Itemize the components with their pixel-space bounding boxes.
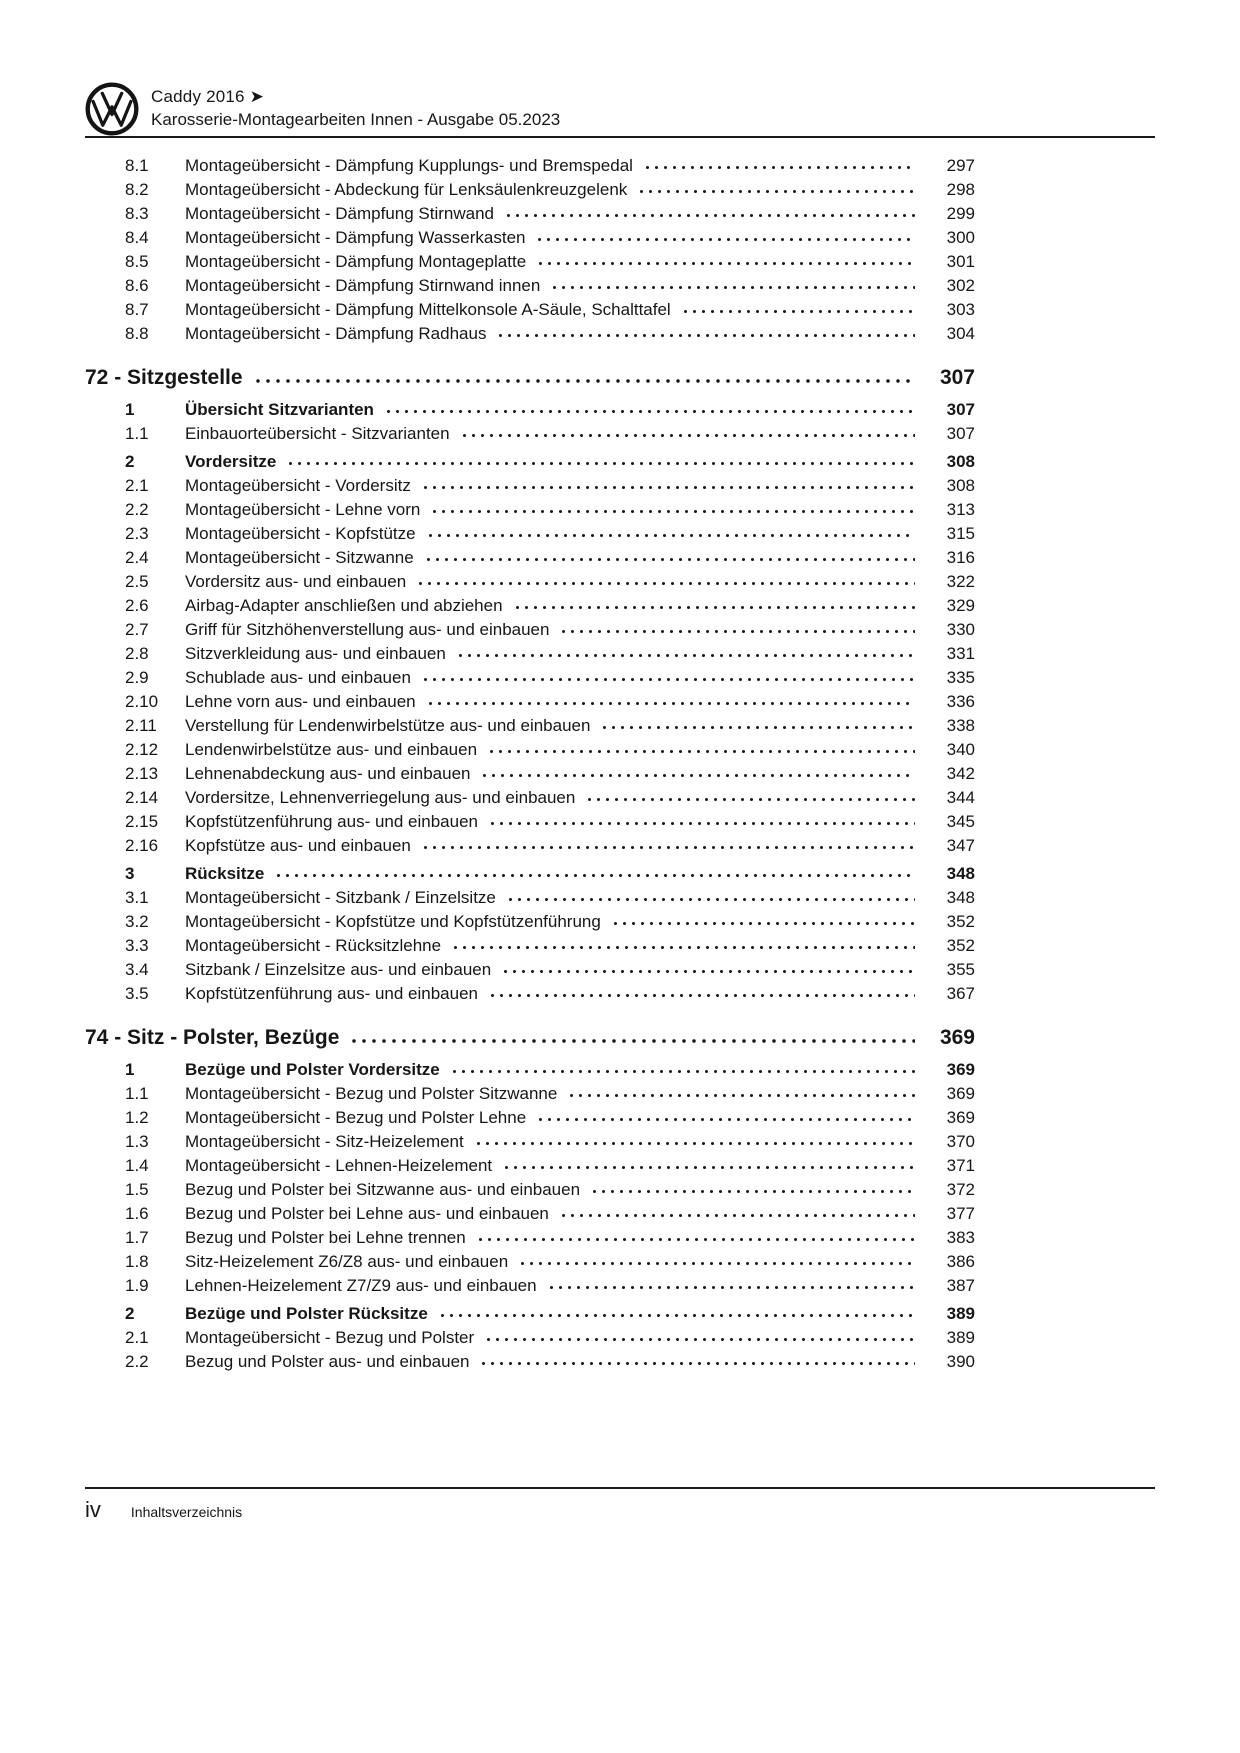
toc-entry-title: Sitzbank / Einzelsitze aus- und einbauen — [185, 960, 492, 979]
toc-entry-title: Montageübersicht - Dämpfung Wasserkasten — [185, 228, 526, 247]
toc-entry-number: 1 — [125, 400, 135, 419]
toc-entry-page: 308 — [946, 452, 975, 471]
dot-leader — [384, 398, 915, 422]
toc-entry[interactable] — [85, 498, 975, 522]
toc-entry-number: 1.1 — [125, 424, 149, 443]
toc-entry-page: 307 — [946, 400, 975, 419]
toc-entry-number: 8.1 — [125, 156, 149, 175]
toc-entry[interactable] — [85, 250, 975, 274]
header-rule — [85, 136, 1155, 138]
toc-entry-page: 367 — [946, 984, 975, 1003]
dot-leader — [611, 910, 915, 934]
toc-entry[interactable] — [85, 362, 975, 394]
toc-entry-title: Montageübersicht - Sitzbank / Einzelsitze — [185, 888, 496, 907]
toc-entry-number: 1 — [125, 1060, 135, 1079]
dot-leader — [426, 690, 915, 714]
toc-entry[interactable] — [85, 1082, 975, 1106]
toc-entry-page: 338 — [946, 716, 975, 735]
dot-leader — [504, 202, 915, 226]
toc-entry-page: 369 — [946, 1060, 975, 1079]
toc-entry-number: 1.7 — [125, 1228, 149, 1247]
brand-title: Caddy 2016 ➤ — [151, 87, 265, 106]
dot-leader — [567, 1082, 915, 1106]
toc-entry-title: Kopfstützenführung aus- und einbauen — [185, 812, 479, 831]
toc-entry-page: 369 — [946, 1108, 975, 1127]
dot-leader — [474, 1130, 915, 1154]
toc-entry-number: 2.15 — [125, 812, 159, 831]
toc-entry-number: 2.6 — [125, 596, 149, 615]
dot-leader — [421, 834, 915, 858]
toc-entry-number: 2.4 — [125, 548, 149, 567]
toc-entry[interactable] — [85, 322, 975, 346]
dot-leader — [550, 274, 915, 298]
table-of-contents — [85, 154, 975, 1374]
toc-entry[interactable] — [85, 422, 975, 446]
toc-entry-page: 331 — [946, 644, 975, 663]
toc-entry-title: Montageübersicht - Kopfstütze und Kopfstützenführung — [185, 912, 601, 931]
toc-entry-title: Montageübersicht - Dämpfung Stirnwand — [185, 204, 494, 223]
toc-entry-page: 369 — [946, 1084, 975, 1103]
toc-entry-page: 330 — [946, 620, 975, 639]
dot-leader — [600, 714, 915, 738]
toc-entry-number: 2.16 — [125, 836, 159, 855]
toc-entry-number: 8.7 — [125, 300, 149, 319]
toc-entry[interactable] — [85, 594, 975, 618]
toc-entry-number: 8.6 — [125, 276, 149, 295]
toc-entry-title: Montageübersicht - Dämpfung Kupplungs- und Bremspedal — [185, 156, 633, 175]
toc-entry[interactable] — [85, 154, 975, 178]
dot-leader — [253, 362, 915, 394]
toc-entry[interactable] — [85, 762, 975, 786]
dot-leader — [450, 1058, 915, 1082]
toc-entry-number: 2.13 — [125, 764, 159, 783]
toc-entry[interactable] — [85, 1130, 975, 1154]
toc-entry[interactable] — [85, 1302, 975, 1326]
toc-entry[interactable] — [85, 178, 975, 202]
toc-entry-number: 3.5 — [125, 984, 149, 1003]
toc-entry-number: 2.2 — [125, 1352, 149, 1371]
toc-entry-title: Montageübersicht - Lehnen-Heizelement — [185, 1156, 493, 1175]
toc-entry-title: Lehne vorn aus- und einbauen — [185, 692, 416, 711]
toc-entry-title: Montageübersicht - Bezug und Polster Sitzwanne — [185, 1084, 558, 1103]
toc-entry-page: 304 — [946, 324, 975, 343]
toc-entry[interactable] — [85, 1326, 975, 1350]
toc-entry[interactable] — [85, 910, 975, 934]
footer-rule — [85, 1487, 1155, 1489]
toc-entry-number: 1.3 — [125, 1132, 149, 1151]
toc-entry-title: Montageübersicht - Dämpfung Radhaus — [185, 324, 487, 343]
toc-entry-title: Bezug und Polster aus- und einbauen — [185, 1352, 470, 1371]
dot-leader — [518, 1250, 915, 1274]
dot-leader — [643, 154, 915, 178]
toc-entry-number: 2.7 — [125, 620, 149, 639]
toc-entry-page: 342 — [946, 764, 975, 783]
toc-entry-number: 2.14 — [125, 788, 159, 807]
toc-entry-title: Montageübersicht - Bezug und Polster — [185, 1328, 475, 1347]
toc-entry[interactable] — [85, 546, 975, 570]
toc-entry-page: 377 — [946, 1204, 975, 1223]
document-subtitle: Karosserie-Montagearbeiten Innen - Ausgabe 05.2023 — [151, 110, 561, 129]
dot-leader — [421, 666, 915, 690]
footer-page-label: iv — [85, 1497, 101, 1522]
toc-entry-title: Schublade aus- und einbauen — [185, 668, 411, 687]
toc-entry-number: 2.12 — [125, 740, 159, 759]
toc-entry-number: 1.8 — [125, 1252, 149, 1271]
dot-leader — [274, 862, 915, 886]
dot-leader — [424, 546, 915, 570]
dot-leader — [430, 498, 915, 522]
dot-leader — [559, 618, 915, 642]
toc-entry-number: 3.4 — [125, 960, 149, 979]
toc-entry-page: 335 — [946, 668, 975, 687]
toc-entry[interactable] — [85, 1250, 975, 1274]
toc-entry-title: Lehnen-Heizelement Z7/Z9 aus- und einbauen — [185, 1276, 537, 1295]
toc-entry-page: 336 — [946, 692, 975, 711]
toc-entry[interactable] — [85, 1178, 975, 1202]
dot-leader — [536, 250, 915, 274]
toc-entry-number: 8.5 — [125, 252, 149, 271]
dot-leader — [535, 226, 915, 250]
toc-entry[interactable] — [85, 1226, 975, 1250]
toc-entry-number: 8.8 — [125, 324, 149, 343]
toc-entry-page: 329 — [946, 596, 975, 615]
dot-leader — [460, 422, 915, 446]
dot-leader — [416, 570, 915, 594]
toc-entry-page: 386 — [946, 1252, 975, 1271]
toc-entry-page: 389 — [946, 1304, 975, 1323]
toc-entry-page: 371 — [946, 1156, 975, 1175]
toc-entry[interactable] — [85, 1154, 975, 1178]
toc-entry[interactable] — [85, 1274, 975, 1298]
toc-entry-page: 308 — [946, 476, 975, 495]
toc-entry-page: 307 — [939, 366, 975, 389]
toc-entry-page: 301 — [946, 252, 975, 271]
toc-entry-page: 345 — [946, 812, 975, 831]
dot-leader — [513, 594, 915, 618]
toc-entry-page: 313 — [946, 500, 975, 519]
dot-leader — [479, 1350, 915, 1374]
toc-entry-page: 316 — [946, 548, 975, 567]
toc-entry-number: 3 — [125, 864, 135, 883]
toc-entry-title: Verstellung für Lendenwirbelstütze aus- und einbauen — [185, 716, 591, 735]
toc-entry-page: 389 — [946, 1328, 975, 1347]
dot-leader — [426, 522, 915, 546]
toc-entry[interactable] — [85, 982, 975, 1006]
toc-entry[interactable] — [85, 1106, 975, 1130]
toc-entry-title: Montageübersicht - Kopfstütze — [185, 524, 416, 543]
toc-entry[interactable] — [85, 738, 975, 762]
toc-entry-page: 322 — [946, 572, 975, 591]
dot-leader — [421, 474, 915, 498]
dot-leader — [559, 1202, 915, 1226]
toc-entry[interactable] — [85, 274, 975, 298]
toc-entry[interactable] — [85, 298, 975, 322]
toc-entry[interactable] — [85, 618, 975, 642]
page-footer — [85, 1497, 1155, 1523]
toc-entry[interactable] — [85, 690, 975, 714]
dot-leader — [637, 178, 915, 202]
toc-entry[interactable] — [85, 934, 975, 958]
toc-entry-title: Sitz-Heizelement Z6/Z8 aus- und einbauen — [185, 1252, 509, 1271]
toc-entry-title: Bezüge und Polster Rücksitze — [185, 1304, 428, 1323]
toc-entry[interactable] — [85, 714, 975, 738]
dot-leader — [536, 1106, 915, 1130]
dot-leader — [487, 738, 915, 762]
vw-logo-icon — [85, 82, 139, 136]
toc-entry-title: Rücksitze — [185, 864, 265, 883]
toc-entry-title: 74 - Sitz - Polster, Bezüge — [85, 1026, 340, 1049]
dot-leader — [590, 1178, 915, 1202]
dot-leader — [496, 322, 915, 346]
toc-entry-number: 2.2 — [125, 500, 149, 519]
toc-entry-number: 1.6 — [125, 1204, 149, 1223]
toc-entry-title: Montageübersicht - Dämpfung Montageplatte — [185, 252, 527, 271]
dot-leader — [506, 886, 915, 910]
toc-entry[interactable] — [85, 474, 975, 498]
toc-entry-page: 340 — [946, 740, 975, 759]
dot-leader — [547, 1274, 915, 1298]
dot-leader — [476, 1226, 915, 1250]
toc-entry[interactable] — [85, 834, 975, 858]
toc-entry[interactable] — [85, 1350, 975, 1374]
toc-entry-number: 2.1 — [125, 476, 149, 495]
footer-section-label: Inhaltsverzeichnis — [130, 1504, 243, 1520]
toc-entry-number: 1.5 — [125, 1180, 149, 1199]
toc-entry-title: Montageübersicht - Bezug und Polster Lehne — [185, 1108, 527, 1127]
toc-entry-title: Griff für Sitzhöhenverstellung aus- und einbauen — [185, 620, 550, 639]
dot-leader — [480, 762, 915, 786]
toc-entry-number: 3.3 — [125, 936, 149, 955]
toc-entry-title: Montageübersicht - Rücksitzlehne — [185, 936, 442, 955]
toc-entry-number: 1.2 — [125, 1108, 149, 1127]
toc-entry[interactable] — [85, 522, 975, 546]
toc-entry[interactable] — [85, 886, 975, 910]
toc-entry-page: 370 — [946, 1132, 975, 1151]
toc-entry-page: 390 — [946, 1352, 975, 1371]
toc-entry-title: Montageübersicht - Vordersitz — [185, 476, 411, 495]
toc-entry-page: 352 — [946, 936, 975, 955]
dot-leader — [501, 958, 915, 982]
toc-entry[interactable] — [85, 666, 975, 690]
toc-entry-page: 369 — [939, 1026, 975, 1049]
toc-entry-page: 383 — [946, 1228, 975, 1247]
toc-entry-page: 344 — [946, 788, 975, 807]
page-header — [85, 84, 1155, 136]
toc-entry[interactable] — [85, 862, 975, 886]
toc-entry[interactable] — [85, 398, 975, 422]
toc-entry-title: Einbauorteübersicht - Sitzvarianten — [185, 424, 450, 443]
toc-entry-number: 2.1 — [125, 1328, 149, 1347]
toc-entry-title: Montageübersicht - Lehne vorn — [185, 500, 421, 519]
toc-entry[interactable] — [85, 570, 975, 594]
dot-leader — [456, 642, 915, 666]
toc-entry-page: 315 — [946, 524, 975, 543]
dot-leader — [502, 1154, 915, 1178]
toc-entry-page: 348 — [946, 864, 975, 883]
toc-entry-title: Bezüge und Polster Vordersitze — [185, 1060, 440, 1079]
toc-entry-number: 2.8 — [125, 644, 149, 663]
toc-entry-title: Kopfstützenführung aus- und einbauen — [185, 984, 479, 1003]
toc-entry-number: 2.3 — [125, 524, 149, 543]
toc-entry[interactable] — [85, 202, 975, 226]
toc-entry-title: Vordersitz aus- und einbauen — [185, 572, 407, 591]
toc-entry-number: 3.1 — [125, 888, 149, 907]
toc-entry-title: Lehnenabdeckung aus- und einbauen — [185, 764, 471, 783]
toc-entry-number: 2 — [125, 1304, 135, 1323]
toc-entry[interactable] — [85, 1202, 975, 1226]
toc-entry-page: 303 — [946, 300, 975, 319]
toc-entry-page: 355 — [946, 960, 975, 979]
toc-entry-page: 302 — [946, 276, 975, 295]
toc-entry[interactable] — [85, 642, 975, 666]
toc-entry-page: 298 — [946, 180, 975, 199]
toc-entry-title: 72 - Sitzgestelle — [85, 366, 243, 389]
toc-entry-title: Montageübersicht - Sitz-Heizelement — [185, 1132, 464, 1151]
toc-entry-page: 348 — [946, 888, 975, 907]
dot-leader — [484, 1326, 915, 1350]
toc-entry-page: 372 — [946, 1180, 975, 1199]
toc-entry[interactable] — [85, 1022, 975, 1054]
toc-entry-title: Bezug und Polster bei Sitzwanne aus- und einbauen — [185, 1180, 581, 1199]
dot-leader — [286, 450, 915, 474]
toc-entry-page: 352 — [946, 912, 975, 931]
toc-entry-title: Übersicht Sitzvarianten — [185, 400, 374, 419]
dot-leader — [585, 786, 915, 810]
toc-entry-title: Bezug und Polster bei Lehne aus- und einbauen — [185, 1204, 549, 1223]
toc-entry-number: 8.2 — [125, 180, 149, 199]
toc-entry-title: Montageübersicht - Sitzwanne — [185, 548, 414, 567]
toc-entry-number: 1.9 — [125, 1276, 149, 1295]
dot-leader — [488, 982, 915, 1006]
toc-entry-title: Bezug und Polster bei Lehne trennen — [185, 1228, 466, 1247]
toc-entry[interactable] — [85, 958, 975, 982]
toc-entry-number: 8.4 — [125, 228, 149, 247]
toc-entry-page: 387 — [946, 1276, 975, 1295]
toc-entry-number: 2.10 — [125, 692, 159, 711]
dot-leader — [681, 298, 915, 322]
toc-entry-number: 1.4 — [125, 1156, 149, 1175]
toc-entry-title: Lendenwirbelstütze aus- und einbauen — [185, 740, 478, 759]
toc-entry[interactable] — [85, 810, 975, 834]
toc-entry[interactable] — [85, 450, 975, 474]
toc-entry-number: 8.3 — [125, 204, 149, 223]
toc-entry-title: Montageübersicht - Abdeckung für Lenksäulenkreuzgelenk — [185, 180, 628, 199]
toc-entry-number: 2.5 — [125, 572, 149, 591]
toc-entry-number: 1.1 — [125, 1084, 149, 1103]
toc-entry[interactable] — [85, 1058, 975, 1082]
toc-entry-title: Airbag-Adapter anschließen und abziehen — [185, 596, 503, 615]
toc-entry-page: 297 — [946, 156, 975, 175]
dot-leader — [349, 1022, 915, 1054]
toc-entry-number: 2 — [125, 452, 135, 471]
toc-entry-number: 2.9 — [125, 668, 149, 687]
toc-entry[interactable] — [85, 226, 975, 250]
toc-entry-title: Kopfstütze aus- und einbauen — [185, 836, 411, 855]
toc-entry-title: Vordersitze — [185, 452, 277, 471]
toc-entry-page: 347 — [946, 836, 975, 855]
toc-entry-title: Vordersitze, Lehnenverriegelung aus- und einbauen — [185, 788, 576, 807]
dot-leader — [451, 934, 915, 958]
toc-entry-page: 307 — [946, 424, 975, 443]
toc-entry-page: 299 — [946, 204, 975, 223]
dot-leader — [488, 810, 915, 834]
toc-entry-title: Montageübersicht - Dämpfung Stirnwand innen — [185, 276, 541, 295]
toc-entry-number: 3.2 — [125, 912, 149, 931]
toc-entry-number: 2.11 — [125, 716, 157, 735]
toc-entry-title: Montageübersicht - Dämpfung Mittelkonsole A-Säule, Schalttafel — [185, 300, 671, 319]
toc-entry-page: 300 — [946, 228, 975, 247]
dot-leader — [438, 1302, 915, 1326]
toc-entry-title: Sitzverkleidung aus- und einbauen — [185, 644, 446, 663]
toc-entry[interactable] — [85, 786, 975, 810]
